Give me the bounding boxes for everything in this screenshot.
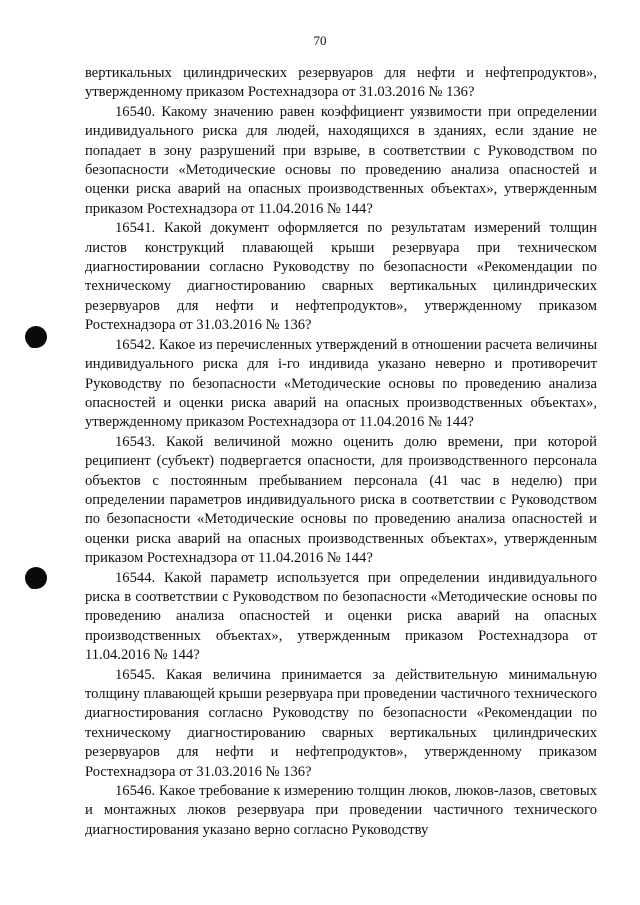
question-16543: 16543. Какой величиной можно оценить долю времени, при которой реципиент (субъект) подвергается опасности, для производственного персонала объектов с постоянным пребыванием персонала (41 час в неделю) при определении параметров индивидуального риска в соответствии с Руководством по безопасности «Методические основы по проведению анализа опасностей и оценки риска аварий на опасных производственных объектах», утвержденным приказом Ростехнадзора от 11.04.2016 № 144? — [85, 433, 597, 567]
question-16545: 16545. Какая величина принимается за действительную минимальную толщину плавающей крыши резервуара при проведении частичного технического диагностирования согласно Руководству по безопасности «Рекомендации по техническому диагностированию сварных вертикальных цилиндрических резервуаров для нефти и нефтепродуктов», утвержденному приказом Ростехнадзора от 31.03.2016 № 136? — [85, 666, 597, 780]
question-16546: 16546. Какое требование к измерению толщин люков, люков-лазов, световых и монтажных люков резервуара при проведении частичного технического диагностирования указано верно согласно Руководству — [85, 783, 597, 838]
question-16541: 16541. Какой документ оформляется по результатам измерений толщин листов конструкций плавающей крыши резервуара при техническом диагностировании согласно Руководству по безопасности «Рекомендации по техническому диагностированию сварных вертикальных цилиндрических резервуаров для нефти и нефтепродуктов», утвержденному приказом Ростехнадзора от 31.03.2016 № 136? — [85, 220, 597, 334]
question-16540: 16540. Какому значению равен коэффициент уязвимости при определении индивидуального риска для людей, находящихся в зданиях, если здание не попадает в зону разрушений при взрыве, в соответствии с Руководством по безопасности «Методические основы по проведению анализа опасностей и оценки риска аварий на опасных производственных объектах», утвержденным приказом Ростехнадзора от 11.04.2016 № 144? — [85, 103, 597, 217]
question-16544: 16544. Какой параметр используется при определении индивидуального риска в соответствии с Руководством по безопасности «Методические основы по проведению анализа опасностей и оценки риска аварий на опасных производственных объектах», утвержденным приказом Ростехнадзора от 11.04.2016 № 144? — [85, 569, 597, 664]
page-number: 70 — [313, 33, 327, 48]
document-body — [85, 64, 597, 840]
punch-hole-mark — [25, 567, 47, 589]
question-16542: 16542. Какое из перечисленных утверждений в отношении расчета величины индивидуального риска для i-го индивида указано неверно и противоречит Руководству по безопасности «Методические основы по проведению анализа опасностей и оценки риска аварий на опасных производственных объектах», утвержденному приказом Ростехнадзора от 11.04.2016 № 144? — [85, 336, 597, 431]
punch-hole-mark — [25, 326, 47, 348]
paragraph-continuation: вертикальных цилиндрических резервуаров для нефти и нефтепродуктов», утвержденному приказом Ростехнадзора от 31.03.2016 № 136? — [85, 65, 597, 101]
